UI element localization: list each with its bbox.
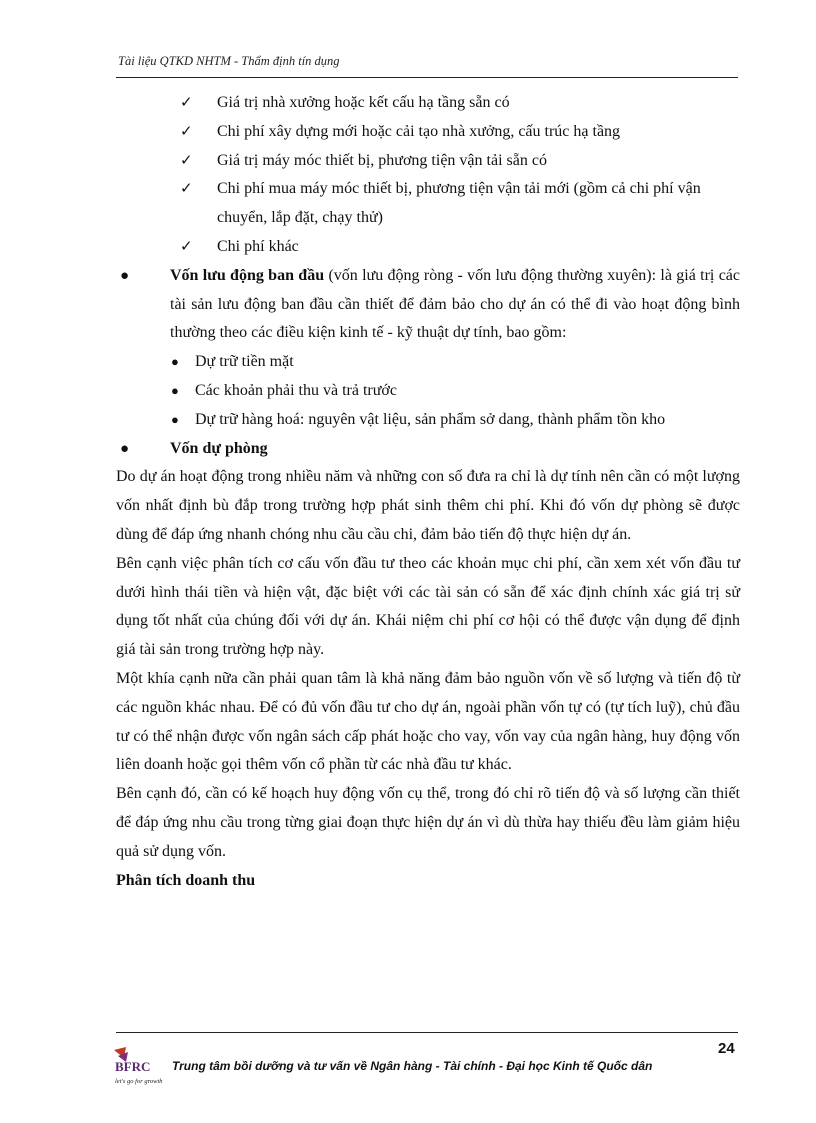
checkmark-icon: ✓ <box>180 181 193 198</box>
page-number: 24 <box>718 1040 735 1057</box>
checkmark-icon: ✓ <box>180 95 193 111</box>
page-content <box>116 89 740 895</box>
list-item: ● Các khoản phải thu và trả trước <box>116 377 740 406</box>
working-capital-term: Vốn lưu động ban đầu <box>170 266 325 284</box>
checkmark-icon: ✓ <box>180 152 193 169</box>
reserve-term: Vốn dự phòng <box>170 439 268 457</box>
working-capital-item <box>116 262 740 348</box>
bullet-icon: ● <box>120 267 130 284</box>
bfrc-logo <box>112 1046 164 1088</box>
bullet-icon: ● <box>171 411 179 427</box>
header-divider <box>116 77 738 78</box>
list-item: ✓ Giá trị máy móc thiết bị, phương tiện vận tải sẵn có <box>116 147 740 176</box>
checkmark-icon: ✓ <box>180 123 193 140</box>
working-capital-definition: (vốn lưu động ròng - vốn lưu động thường xuyên): là giá trị các tài sản lưu động ban đầu cần thiết để đảm bảo cho dự án có thể đi vào hoạt động bình thường theo các điều kiện kinh tế - kỹ thuật dự tính, bao gồm: <box>170 266 740 342</box>
reserve-item <box>116 435 740 464</box>
footer-text: Trung tâm bồi dưỡng và tư vấn về Ngân hàng - Tài chính - Đại học Kinh tế Quốc dân <box>172 1059 653 1073</box>
section-heading: Phân tích doanh thu <box>116 871 256 889</box>
paragraph: Do dự án hoạt động trong nhiều năm và những con số đưa ra chỉ là dự tính nên cần có một lượng vốn nhất định bù đắp trong trường hợp phát sinh thêm chi phí. Khi đó vốn dự phòng sẽ được dùng để đáp ứng nhanh chóng nhu cầu cầu chi, đảm bảo tiến độ thực hiện dự án. <box>116 468 740 543</box>
list-item: ✓ Giá trị nhà xưởng hoặc kết cấu hạ tầng sẵn có <box>116 89 740 118</box>
list-item: ● Dự trữ hàng hoá: nguyên vật liệu, sản phẩm sở dang, thành phẩm tồn kho <box>116 406 740 435</box>
bullet-icon: ● <box>171 354 179 370</box>
bullet-icon: ● <box>120 440 130 457</box>
list-item: ✓ Chi phí xây dựng mới hoặc cải tạo nhà xưởng, cấu trúc hạ tầng <box>116 118 740 147</box>
list-item: ✓ Chi phí mua máy móc thiết bị, phương tiện vận tải mới (gồm cả chi phí vận chuyển, lắp đặt, chạy thử) <box>116 175 740 233</box>
list-item: ● Dự trữ tiền mặt <box>116 348 740 377</box>
paragraph: Một khía cạnh nữa cần phải quan tâm là khả năng đảm bảo nguồn vốn về số lượng và tiến độ từ các nguồn khác nhau. Để có đủ vốn đầu tư cho dự án, ngoài phần vốn tự có (tự tích luỹ), chủ đầu tư có thể nhận được vốn ngân sách cấp phát hoặc cho vay, vốn vay của ngân hàng, huy động vốn liên doanh hoặc gọi thêm vốn cổ phần từ các nhà đầu tư khác. <box>116 669 740 774</box>
footer-divider <box>116 1032 738 1033</box>
logo-slogan: let's go for growth <box>115 1078 163 1085</box>
paragraph: Bên cạnh việc phân tích cơ cấu vốn đầu tư theo các khoản mục chi phí, cần xem xét vốn đầu tư dưới hình thái tiền và hiện vật, đặc biệt với các tài sản có sẵn để xác định chính xác giá trị sử dụng tốt nhất của chúng đối với dự án. Khái niệm chi phí cơ hội có thể được vận dụng để định giá tài sản trong trường hợp này. <box>116 554 740 659</box>
logo-text: BFRC <box>115 1059 151 1074</box>
page-header: Tài liệu QTKD NHTM - Thẩm định tín dụng <box>118 54 340 68</box>
checkmark-icon: ✓ <box>180 238 193 255</box>
paragraph: Bên cạnh đó, cần có kế hoạch huy động vốn cụ thể, trong đó chỉ rõ tiến độ và số lượng cần thiết để đáp ứng nhu cầu trong từng giai đoạn thực hiện dự án vì dù thừa hay thiếu đều làm giảm hiệu quả sử dụng vốn. <box>116 785 740 860</box>
bullet-icon: ● <box>171 382 179 398</box>
list-item: ✓ Chi phí khác <box>116 233 740 262</box>
